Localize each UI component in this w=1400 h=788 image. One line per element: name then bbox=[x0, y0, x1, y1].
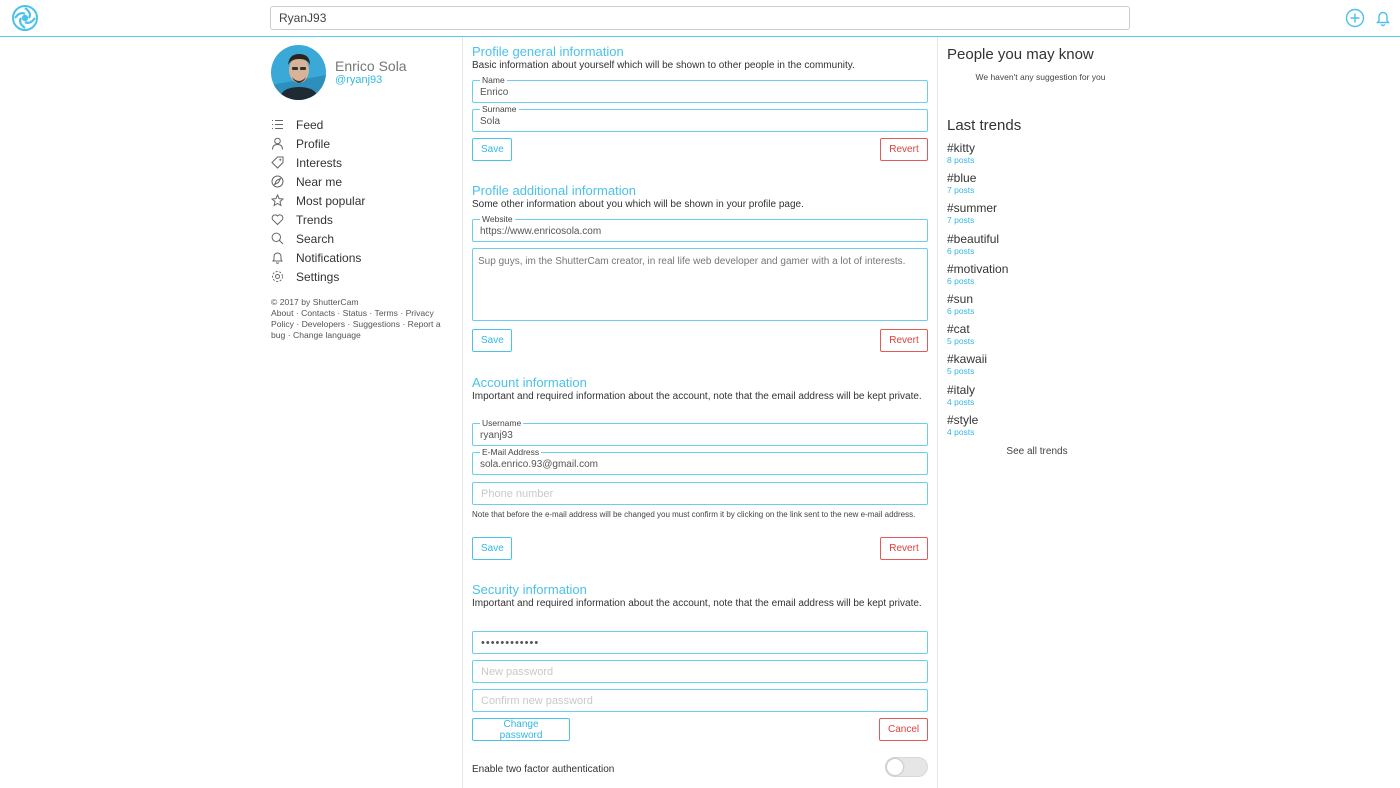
see-all-trends-link[interactable]: See all trends bbox=[1006, 446, 1068, 457]
footer-link-about[interactable]: About bbox=[271, 308, 294, 318]
sidebar-item-feed[interactable] bbox=[271, 115, 451, 134]
shuttercam-logo-icon[interactable] bbox=[12, 5, 38, 31]
search-input[interactable] bbox=[270, 6, 1130, 30]
general-section-title: Profile general information bbox=[472, 44, 624, 59]
list-item[interactable] bbox=[947, 141, 1008, 171]
trend-count: 5 posts bbox=[947, 366, 975, 377]
footer-link-contacts[interactable]: Contacts bbox=[301, 308, 336, 318]
trend-tag[interactable]: #sun bbox=[947, 291, 974, 306]
star-icon bbox=[271, 194, 284, 207]
name-label: Name bbox=[482, 75, 505, 85]
sidebar-item-label: Near me bbox=[296, 174, 343, 189]
footer-link-change-language[interactable]: Change language bbox=[292, 330, 361, 340]
confirm-password-field[interactable] bbox=[472, 689, 928, 712]
avatar[interactable] bbox=[271, 45, 326, 100]
add-post-icon[interactable] bbox=[1345, 8, 1365, 28]
top-bar bbox=[0, 0, 1400, 37]
sidebar-item-profile[interactable] bbox=[271, 134, 451, 153]
list-item[interactable] bbox=[947, 383, 1008, 413]
email-field[interactable] bbox=[472, 447, 928, 475]
footer-link-status[interactable]: Status bbox=[342, 308, 368, 318]
footer-link-developers[interactable]: Developers bbox=[301, 319, 346, 329]
search-icon bbox=[271, 232, 284, 245]
list-item[interactable] bbox=[947, 322, 1008, 352]
trend-count: 8 posts bbox=[947, 155, 975, 165]
additional-section-desc: Some other information about you which will be shown in your profile page. bbox=[472, 199, 804, 210]
trend-count: 5 posts bbox=[947, 336, 975, 347]
trend-tag[interactable]: #beautiful bbox=[947, 231, 1000, 246]
security-section-desc: Important and required information about the account, note that the email address will be kept private. bbox=[472, 598, 922, 609]
list-item[interactable] bbox=[947, 352, 1008, 382]
sidebar-item-label: Profile bbox=[296, 136, 331, 151]
trend-tag[interactable]: #italy bbox=[947, 382, 976, 397]
sidebar-item-label: Settings bbox=[296, 269, 340, 284]
two-factor-label: Enable two factor authentication bbox=[472, 764, 615, 775]
bell-icon[interactable] bbox=[1373, 8, 1393, 28]
tag-icon bbox=[271, 156, 284, 169]
sidebar-item-most-popular[interactable] bbox=[271, 191, 451, 210]
username-field[interactable] bbox=[472, 418, 928, 446]
additional-section-title: Profile additional information bbox=[472, 183, 637, 198]
footer-link-report-bug[interactable]: Report a bug bbox=[271, 319, 441, 340]
new-password-input[interactable] bbox=[473, 661, 927, 682]
account-section-desc: Important and required information about the account, note that the email address will be kept private. bbox=[472, 391, 922, 402]
people-title: People you may know bbox=[947, 46, 1094, 63]
user-icon bbox=[271, 137, 284, 150]
surname-value: Sola bbox=[480, 116, 501, 127]
trend-count: 6 posts bbox=[947, 245, 975, 256]
trend-tag[interactable]: #motivation bbox=[947, 261, 1009, 276]
general-revert-button[interactable]: Revert bbox=[880, 138, 928, 161]
change-password-button[interactable]: Change password bbox=[472, 718, 570, 741]
sidebar-item-label: Feed bbox=[296, 117, 324, 132]
sidebar-item-interests[interactable] bbox=[271, 153, 451, 172]
sidebar-item-search[interactable] bbox=[271, 229, 451, 248]
list-item[interactable] bbox=[947, 262, 1008, 292]
email-value: sola.enrico.93@gmail.com bbox=[480, 459, 598, 470]
general-save-button[interactable]: Save bbox=[472, 138, 512, 161]
username-value: ryanj93 bbox=[480, 430, 513, 441]
sidebar-item-near-me[interactable] bbox=[271, 172, 451, 191]
user-name: Enrico Sola bbox=[335, 58, 407, 74]
sidebar-item-label: Most popular bbox=[296, 193, 366, 208]
sidebar-item-label: Interests bbox=[296, 155, 343, 170]
user-handle[interactable]: @ryanj93 bbox=[335, 74, 383, 86]
sidebar-item-label: Notifications bbox=[296, 250, 362, 265]
trend-count: 4 posts bbox=[947, 426, 975, 437]
account-revert-button[interactable]: Revert bbox=[880, 537, 928, 560]
website-value: https://www.enricosola.com bbox=[480, 226, 602, 237]
surname-label: Surname bbox=[482, 104, 517, 114]
cancel-button[interactable]: Cancel bbox=[879, 718, 928, 741]
list-item[interactable] bbox=[947, 171, 1008, 201]
general-section-desc: Basic information about yourself which will be shown to other people in the community. bbox=[472, 60, 855, 71]
footer: © 2017 by ShutterCam About · Contacts · Status · Terms · Privacy Policy · Developers · Suggestions · Report a bug · Change language bbox=[271, 297, 443, 341]
list-item[interactable] bbox=[947, 413, 1008, 443]
current-password-field[interactable] bbox=[472, 631, 928, 654]
heart-icon bbox=[271, 213, 284, 226]
name-value: Enrico bbox=[480, 87, 509, 98]
list-icon bbox=[271, 118, 284, 131]
surname-field[interactable] bbox=[472, 104, 928, 132]
bio-textarea[interactable] bbox=[472, 248, 928, 321]
list-item[interactable] bbox=[947, 232, 1008, 262]
email-label: E-Mail Address bbox=[482, 447, 540, 457]
trend-count: 7 posts bbox=[947, 185, 975, 196]
trend-tag[interactable]: #blue bbox=[947, 171, 977, 186]
additional-save-button[interactable]: Save bbox=[472, 329, 512, 352]
phone-field[interactable] bbox=[472, 482, 928, 505]
trend-count: 6 posts bbox=[947, 305, 975, 316]
additional-revert-button[interactable]: Revert bbox=[880, 329, 928, 352]
two-factor-toggle[interactable] bbox=[885, 757, 928, 777]
sidebar-nav bbox=[271, 115, 451, 286]
column-divider-left bbox=[462, 37, 463, 788]
sidebar-item-notifications[interactable] bbox=[271, 248, 451, 267]
security-section-title: Security information bbox=[472, 582, 587, 597]
footer-link-privacy-policy[interactable]: Privacy Policy bbox=[271, 308, 434, 329]
footer-link-terms[interactable]: Terms bbox=[374, 308, 398, 318]
sidebar-item-settings[interactable] bbox=[271, 267, 451, 286]
current-password-input[interactable] bbox=[473, 632, 927, 653]
sidebar-item-trends[interactable] bbox=[271, 210, 451, 229]
trend-tag[interactable]: #summer bbox=[947, 201, 998, 216]
column-divider-right bbox=[937, 37, 938, 788]
toggle-knob bbox=[887, 759, 903, 775]
list-item[interactable] bbox=[947, 292, 1008, 322]
phone-input[interactable] bbox=[473, 483, 927, 504]
trend-tag[interactable]: #kitty bbox=[947, 141, 976, 155]
trend-tag[interactable]: #kawaii bbox=[947, 352, 988, 367]
sidebar-item-label: Trends bbox=[296, 212, 333, 227]
email-change-note: Note that before the e-mail address will be changed you must confirm it by clicking on the link sent to the new e-mail address. bbox=[472, 510, 916, 519]
people-empty-message: We haven't any suggestion for you bbox=[975, 72, 1106, 82]
list-item[interactable] bbox=[947, 201, 1008, 231]
account-section-title: Account information bbox=[472, 375, 587, 390]
footer-link-suggestions[interactable]: Suggestions bbox=[352, 319, 400, 329]
trend-count: 6 posts bbox=[947, 275, 975, 286]
trend-tag[interactable]: #style bbox=[947, 412, 979, 427]
username-label: Username bbox=[482, 418, 522, 428]
compass-icon bbox=[271, 175, 284, 188]
website-label: Website bbox=[482, 214, 513, 224]
trend-count: 4 posts bbox=[947, 396, 975, 407]
website-field[interactable] bbox=[472, 214, 928, 242]
trend-tag[interactable]: #cat bbox=[947, 322, 970, 337]
name-field[interactable] bbox=[472, 75, 928, 103]
sidebar-item-label: Search bbox=[296, 231, 335, 246]
new-password-field[interactable] bbox=[472, 660, 928, 683]
confirm-password-input[interactable] bbox=[473, 690, 927, 711]
bell-icon bbox=[271, 251, 284, 264]
trends-title: Last trends bbox=[947, 117, 1022, 134]
trend-count: 7 posts bbox=[947, 215, 975, 226]
gear-icon bbox=[271, 270, 284, 283]
copyright: © 2017 by ShutterCam bbox=[271, 297, 359, 307]
trends-list bbox=[947, 141, 1008, 443]
account-save-button[interactable]: Save bbox=[472, 537, 512, 560]
